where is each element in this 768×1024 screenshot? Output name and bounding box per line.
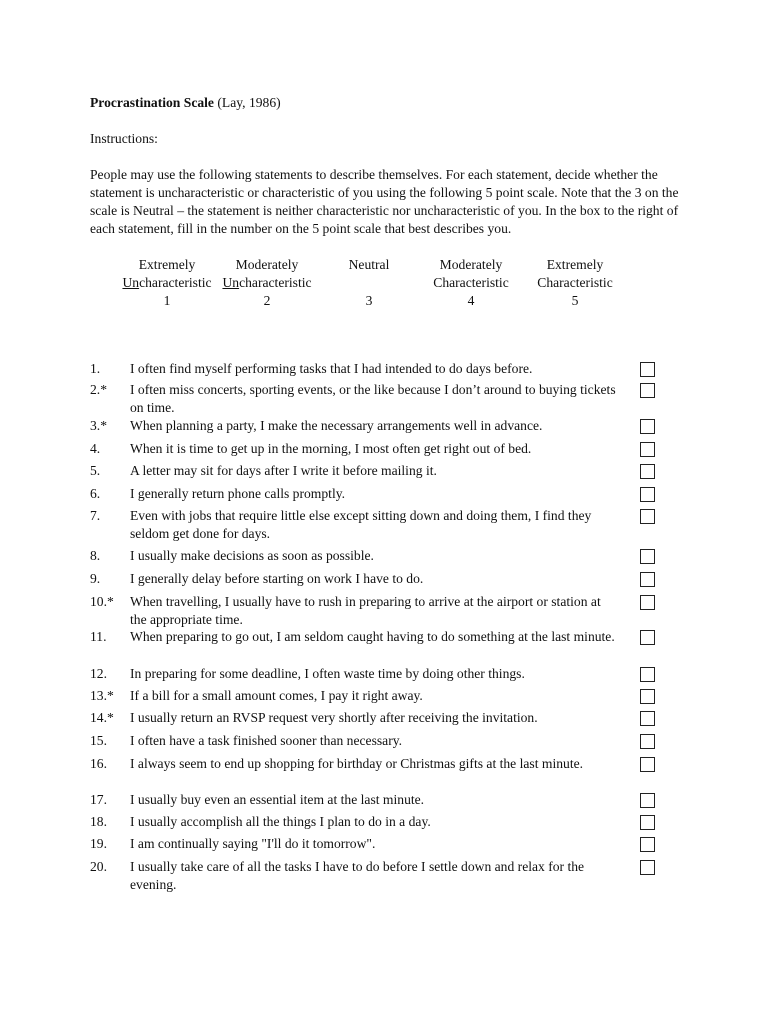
scale-point-5 (520, 256, 630, 310)
item-text: I usually make decisions as soon as possible. (130, 548, 374, 563)
rating-scale (90, 256, 680, 310)
item-text: I am continually saying "I'll do it tomorrow". (130, 836, 376, 851)
item-number: 4. (90, 441, 101, 456)
item-number: 16. (90, 756, 107, 771)
scale-point-2 (212, 256, 322, 310)
item-number: 9. (90, 571, 101, 586)
scale-value: 2 (263, 293, 271, 308)
document-page (90, 94, 680, 310)
item-number: 13.* (90, 688, 114, 703)
item-text: I generally return phone calls promptly. (130, 486, 346, 501)
answer-box[interactable] (640, 757, 655, 772)
answer-box[interactable] (640, 595, 655, 610)
answer-box[interactable] (640, 689, 655, 704)
scale-value: 1 (163, 293, 171, 308)
item-text: Even with jobs that require little else except sitting down and doing them, I find they seldom get done for days. (130, 508, 592, 541)
item-text: I usually buy even an essential item at the last minute. (130, 792, 425, 807)
instructions-heading: Instructions: (90, 131, 158, 146)
item-number: 2.* (90, 382, 107, 397)
scale-sublabel: Characteristic (433, 275, 509, 290)
answer-box[interactable] (640, 860, 655, 875)
item-number: 8. (90, 548, 101, 563)
answer-box[interactable] (640, 711, 655, 726)
answer-box[interactable] (640, 509, 655, 524)
scale-label: Moderately (439, 257, 503, 272)
item-text: In preparing for some deadline, I often waste time by doing other things. (130, 666, 525, 681)
answer-box[interactable] (640, 464, 655, 479)
answer-box[interactable] (640, 630, 655, 645)
item-number: 17. (90, 792, 107, 807)
scale-sublabel: Uncharacteristic (122, 275, 212, 290)
item-text: When planning a party, I make the necessary arrangements well in advance. (130, 418, 543, 433)
item-number: 11. (90, 629, 107, 644)
answer-box[interactable] (640, 815, 655, 830)
item-number: 12. (90, 666, 107, 681)
item-text: I often find myself performing tasks that I had intended to do days before. (130, 361, 533, 376)
answer-box[interactable] (640, 793, 655, 808)
item-text: If a bill for a small amount comes, I pay it right away. (130, 688, 423, 703)
page-title (90, 94, 680, 112)
item-text: I usually take care of all the tasks I have to do before I settle down and relax for the evening. (130, 859, 585, 892)
item-number: 3.* (90, 418, 107, 433)
answer-box[interactable] (640, 362, 655, 377)
answer-box[interactable] (640, 572, 655, 587)
item-number: 6. (90, 486, 101, 501)
item-number: 14.* (90, 710, 114, 725)
answer-box[interactable] (640, 383, 655, 398)
scale-point-3 (314, 256, 424, 310)
scale-point-4 (416, 256, 526, 310)
item-number: 20. (90, 859, 107, 874)
scale-label: Extremely (138, 257, 196, 272)
scale-sublabel: Characteristic (537, 275, 613, 290)
answer-box[interactable] (640, 442, 655, 457)
item-text: I usually return an RVSP request very shortly after receiving the invitation. (130, 710, 538, 725)
item-number: 18. (90, 814, 107, 829)
scale-value: 3 (365, 293, 373, 308)
item-text: When travelling, I usually have to rush in preparing to arrive at the airport or station at the appropriate time. (130, 594, 601, 627)
item-text: I always seem to end up shopping for birthday or Christmas gifts at the last minute. (130, 756, 584, 771)
answer-box[interactable] (640, 419, 655, 434)
scale-label: Neutral (348, 257, 390, 272)
item-text: I often have a task finished sooner than necessary. (130, 733, 403, 748)
scale-sublabel: Uncharacteristic (222, 275, 312, 290)
answer-box[interactable] (640, 487, 655, 502)
title-bold: Procrastination Scale (90, 95, 214, 110)
item-number: 10.* (90, 594, 114, 609)
item-number: 1. (90, 361, 101, 376)
scale-point-1 (112, 256, 222, 310)
item-number: 7. (90, 508, 101, 523)
scale-value: 5 (571, 293, 579, 308)
item-number: 19. (90, 836, 107, 851)
item-text: When preparing to go out, I am seldom caught having to do something at the last minute. (130, 629, 615, 644)
answer-box[interactable] (640, 549, 655, 564)
item-text: I usually accomplish all the things I plan to do in a day. (130, 814, 431, 829)
item-number: 15. (90, 733, 107, 748)
answer-box[interactable] (640, 667, 655, 682)
item-text: I generally delay before starting on work I have to do. (130, 571, 424, 586)
answer-box[interactable] (640, 734, 655, 749)
title-citation: (Lay, 1986) (213, 95, 281, 110)
scale-label: Extremely (546, 257, 604, 272)
item-number: 5. (90, 463, 101, 478)
answer-box[interactable] (640, 837, 655, 852)
scale-value: 4 (467, 293, 475, 308)
instructions-text: People may use the following statements to describe themselves. For each statement, decide whether the statement is uncharacteristic or characteristic of you using the following 5 point scale. Note that the 3 on the scale is Neutral – the statement is neither characteristic nor uncharacteristic of you. In the box to the right of each statement, fill in the number on the 5 point scale that best describes you. (90, 167, 679, 236)
scale-sublabel (314, 274, 424, 292)
scale-label: Moderately (235, 257, 299, 272)
item-text: I often miss concerts, sporting events, or the like because I don’t around to buying tickets on time. (130, 382, 616, 415)
item-text: A letter may sit for days after I write it before mailing it. (130, 463, 437, 478)
item-text: When it is time to get up in the morning, I most often get right out of bed. (130, 441, 532, 456)
